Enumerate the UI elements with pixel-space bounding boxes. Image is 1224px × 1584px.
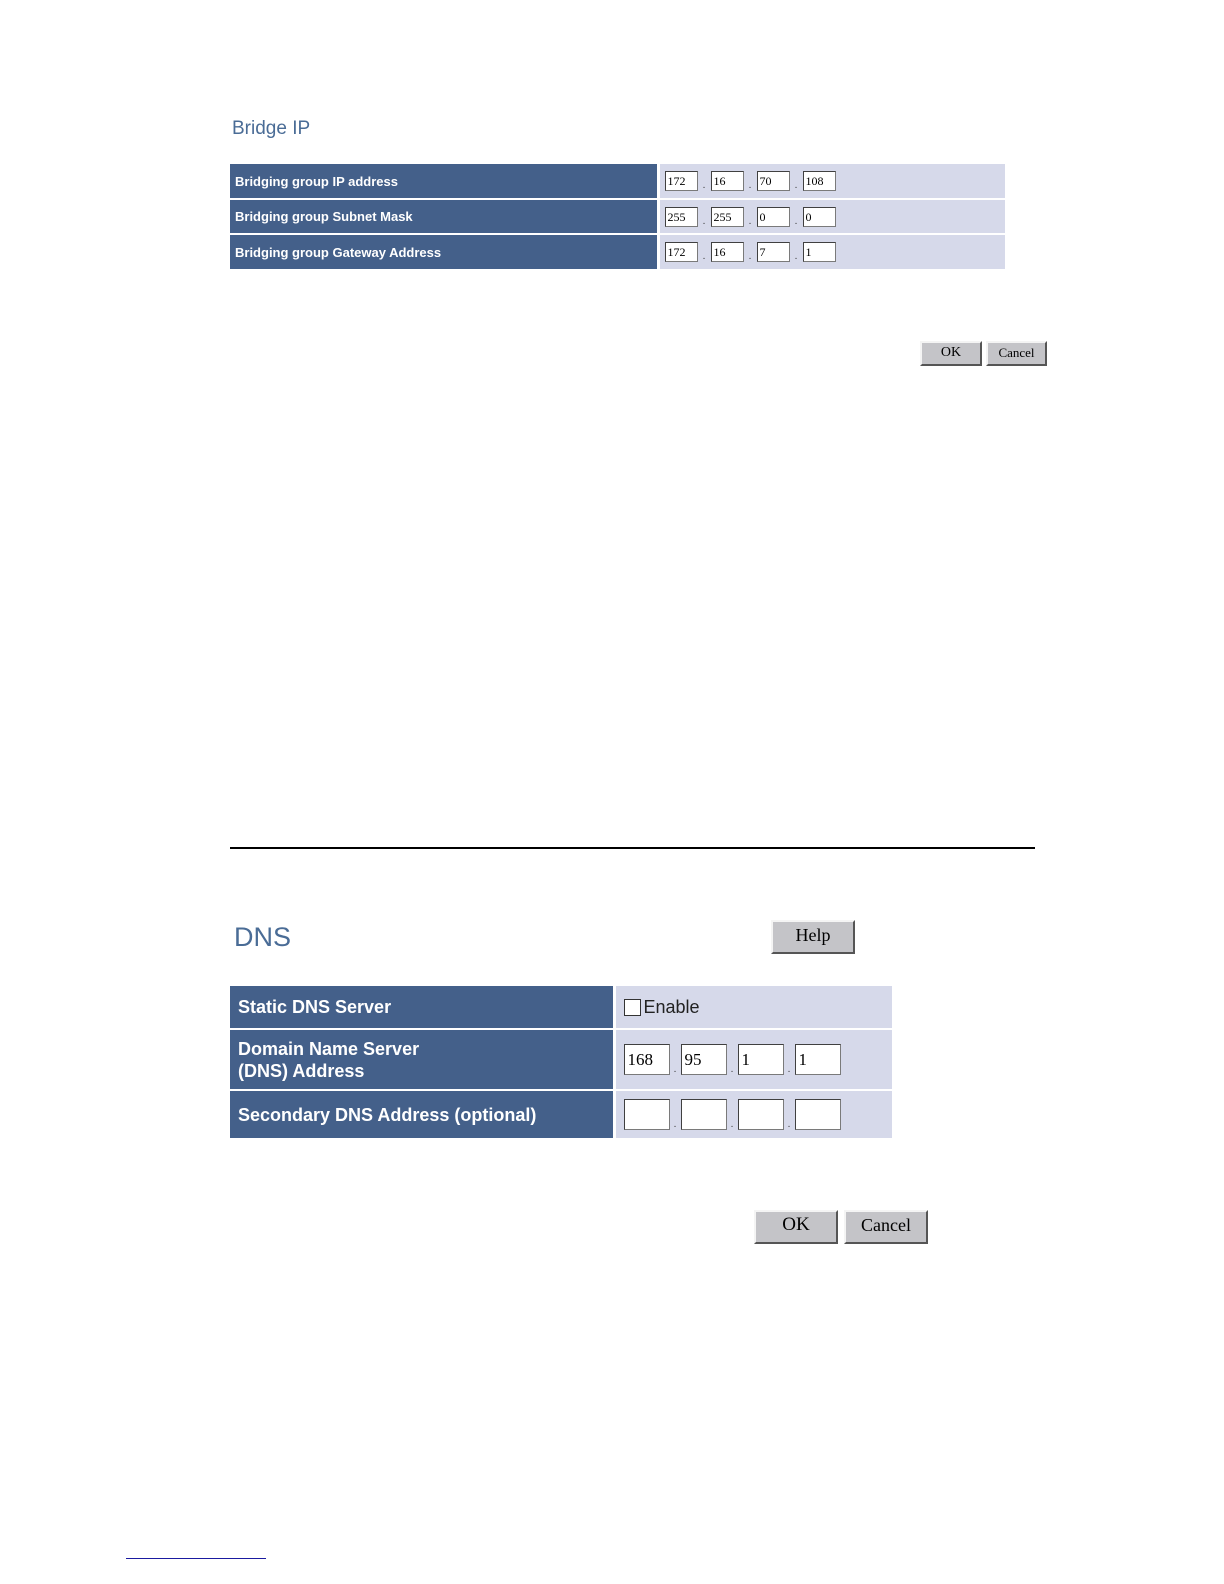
bridging-ip-label: Bridging group IP address [230,164,658,199]
dns-cancel-button[interactable]: Cancel [844,1210,928,1244]
table-row [230,1029,892,1090]
footnote-rule [126,1558,266,1559]
primary-dns-label-line-1: Domain Name Server [238,1038,420,1059]
bridging-subnet-octet-3[interactable]: 0 [757,207,790,227]
primary-dns-input: 168.95.1.1 [624,1044,841,1075]
bridging-gateway-octet-2[interactable]: 16 [711,242,744,262]
table-row [230,1090,892,1138]
primary-dns-label [230,1029,614,1090]
bridge-cancel-button[interactable]: Cancel [986,341,1047,366]
primary-dns-octet-3[interactable]: 1 [738,1044,784,1075]
bridging-subnet-octet-2[interactable]: 255 [711,207,744,227]
bridge-ok-button[interactable]: OK [920,341,982,366]
table-row [230,234,1005,269]
table-row [230,164,1005,199]
bridging-subnet-octet-1[interactable]: 255 [665,207,698,227]
bridging-gateway-input: 172 . 16 . 7 . 1 [665,242,836,262]
table-row [230,986,892,1029]
bridging-gateway-label: Bridging group Gateway Address [230,234,658,269]
bridging-ip-input: 172 . 16 . 70 . 108 [665,171,836,191]
primary-dns-octet-1[interactable]: 168 [624,1044,670,1075]
primary-dns-label-line-2: (DNS) Address [238,1060,365,1081]
table-row [230,199,1005,234]
dns-table [230,986,892,1138]
bridging-gateway-octet-3[interactable]: 7 [757,242,790,262]
bridging-ip-octet-1[interactable]: 172 [665,171,698,191]
bridging-gateway-octet-4[interactable]: 1 [803,242,836,262]
secondary-dns-octet-4[interactable] [795,1099,841,1130]
bridging-subnet-octet-4[interactable]: 0 [803,207,836,227]
secondary-dns-octet-1[interactable] [624,1099,670,1130]
primary-dns-octet-2[interactable]: 95 [681,1044,727,1075]
bridge-ip-title: Bridge IP [232,118,311,139]
secondary-dns-octet-3[interactable] [738,1099,784,1130]
primary-dns-octet-4[interactable]: 1 [795,1044,841,1075]
secondary-dns-input: . . . [624,1099,841,1130]
bridging-subnet-label: Bridging group Subnet Mask [230,199,658,234]
dns-title: DNS [234,922,292,952]
bridge-ip-table [230,164,1005,269]
enable-label: Enable [643,996,700,1017]
bridging-ip-octet-2[interactable]: 16 [711,171,744,191]
section-divider [230,847,1035,849]
bridging-ip-octet-4[interactable]: 108 [803,171,836,191]
dns-ok-button[interactable]: OK [754,1210,838,1244]
bridging-subnet-input: 255 . 255 . 0 . 0 [665,207,836,227]
dns-help-button[interactable]: Help [771,920,855,954]
secondary-dns-label: Secondary DNS Address (optional) [230,1090,614,1138]
enable-checkbox[interactable] [624,999,641,1016]
bridging-gateway-octet-1[interactable]: 172 [665,242,698,262]
static-dns-label: Static DNS Server [230,986,614,1029]
secondary-dns-octet-2[interactable] [681,1099,727,1130]
bridging-ip-octet-3[interactable]: 70 [757,171,790,191]
